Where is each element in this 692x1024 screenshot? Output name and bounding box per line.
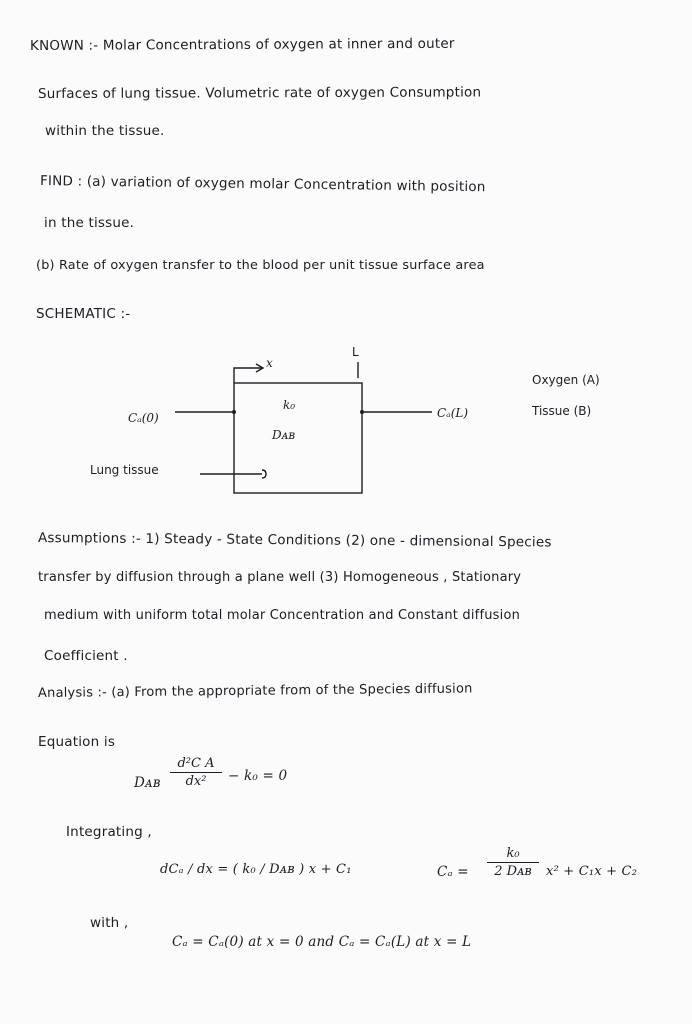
eq3-fraction-bar [487, 862, 539, 863]
dab-label: Dᴀʙ [272, 428, 296, 442]
tissue-label: Tissue (B) [532, 404, 592, 418]
known-line-1: KNOWN :- Molar Concentrations of oxygen at inner and outer [29, 35, 455, 54]
eq2: dCₐ / dx = ( k₀ / Dᴀʙ ) x + C₁ [160, 862, 352, 877]
oxygen-label: Oxygen (A) [532, 373, 600, 387]
integrating-label: Integrating , [66, 824, 152, 840]
x-axis-label: x [266, 356, 273, 370]
find-line-2: in the tissue. [44, 215, 135, 231]
assumptions-line-1: Assumptions :- 1) Steady - State Conditions (2) one - dimensional Species [37, 530, 552, 551]
known-line-2: Surfaces of lung tissue. Volumetric rate of oxygen Consumption [37, 84, 482, 102]
tissue-box [234, 383, 362, 493]
eq3-numerator: k₀ [506, 846, 520, 861]
analysis-line-1: Analysis :- (a) From the appropriate from of the Species diffusion [37, 681, 473, 701]
l-label: L [352, 345, 359, 359]
eq1-coefficient: Dᴀʙ [134, 775, 161, 791]
cal-label: Cₐ(L) [437, 406, 469, 420]
eq1-remainder: − k₀ = 0 [228, 768, 288, 784]
eq1-fraction [170, 756, 222, 789]
eq3-denominator: 2 Dᴀʙ [494, 864, 532, 879]
ko-label: k₀ [283, 398, 296, 412]
analysis-line-2: Equation is [38, 734, 116, 750]
eq1-fraction-bar [170, 772, 222, 773]
eq3-remainder: x² + C₁x + C₂ [546, 864, 638, 879]
eq1-denominator: dx² [185, 774, 207, 789]
schematic-heading: SCHEMATIC :- [36, 306, 131, 322]
find-line-1: FIND : (a) variation of oxygen molar Concentration with position [39, 173, 486, 196]
eq3-fraction [487, 846, 539, 879]
left-surface-dot [232, 410, 236, 414]
known-line-3: within the tissue. [45, 123, 165, 139]
ca0-label: Cₐ(0) [128, 411, 159, 425]
lung-tissue-label: Lung tissue [90, 463, 159, 477]
assumptions-line-2: transfer by diffusion through a plane well (3) Homogeneous , Stationary [38, 570, 522, 585]
with-label: with , [90, 915, 129, 931]
assumptions-line-3: medium with uniform total molar Concentration and Constant diffusion [44, 608, 521, 623]
eq1-numerator: d²C A [177, 756, 215, 771]
boundary-conditions: Cₐ = Cₐ(0) at x = 0 and Cₐ = Cₐ(L) at x = L [172, 934, 472, 950]
assumptions-line-4: Coefficient . [44, 648, 128, 664]
eq3-lhs: Cₐ = [437, 864, 469, 880]
find-line-3: (b) Rate of oxygen transfer to the blood per unit tissue surface area [36, 258, 485, 273]
right-surface-dot [360, 410, 364, 414]
lung-pointer-curl [262, 470, 266, 478]
